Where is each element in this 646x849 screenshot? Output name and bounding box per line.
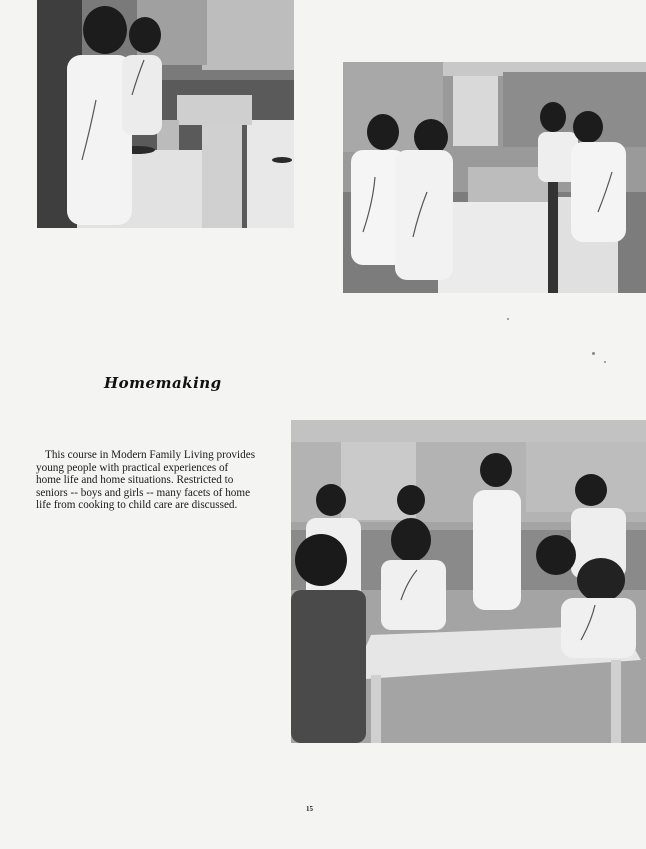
body-line: life from cooking to child care are discussed. [36,499,238,512]
page-number: 15 [306,805,313,813]
section-heading: Homemaking [104,374,222,392]
body-line: young people with practical experiences of [36,461,229,474]
photo-top-right-cooking [343,62,646,293]
print-speck [604,361,606,363]
print-speck [592,352,595,355]
print-speck [507,318,509,320]
body-line: seniors -- boys and girls -- many facets of home [36,486,251,499]
body-line: This course in Modern Family Living provides [45,449,256,461]
body-paragraph [36,449,282,512]
body-line: home life and home situations. Restricted to [36,474,234,487]
photo-top-left-kitchen [37,0,294,228]
photo-bottom-classroom [291,420,646,743]
